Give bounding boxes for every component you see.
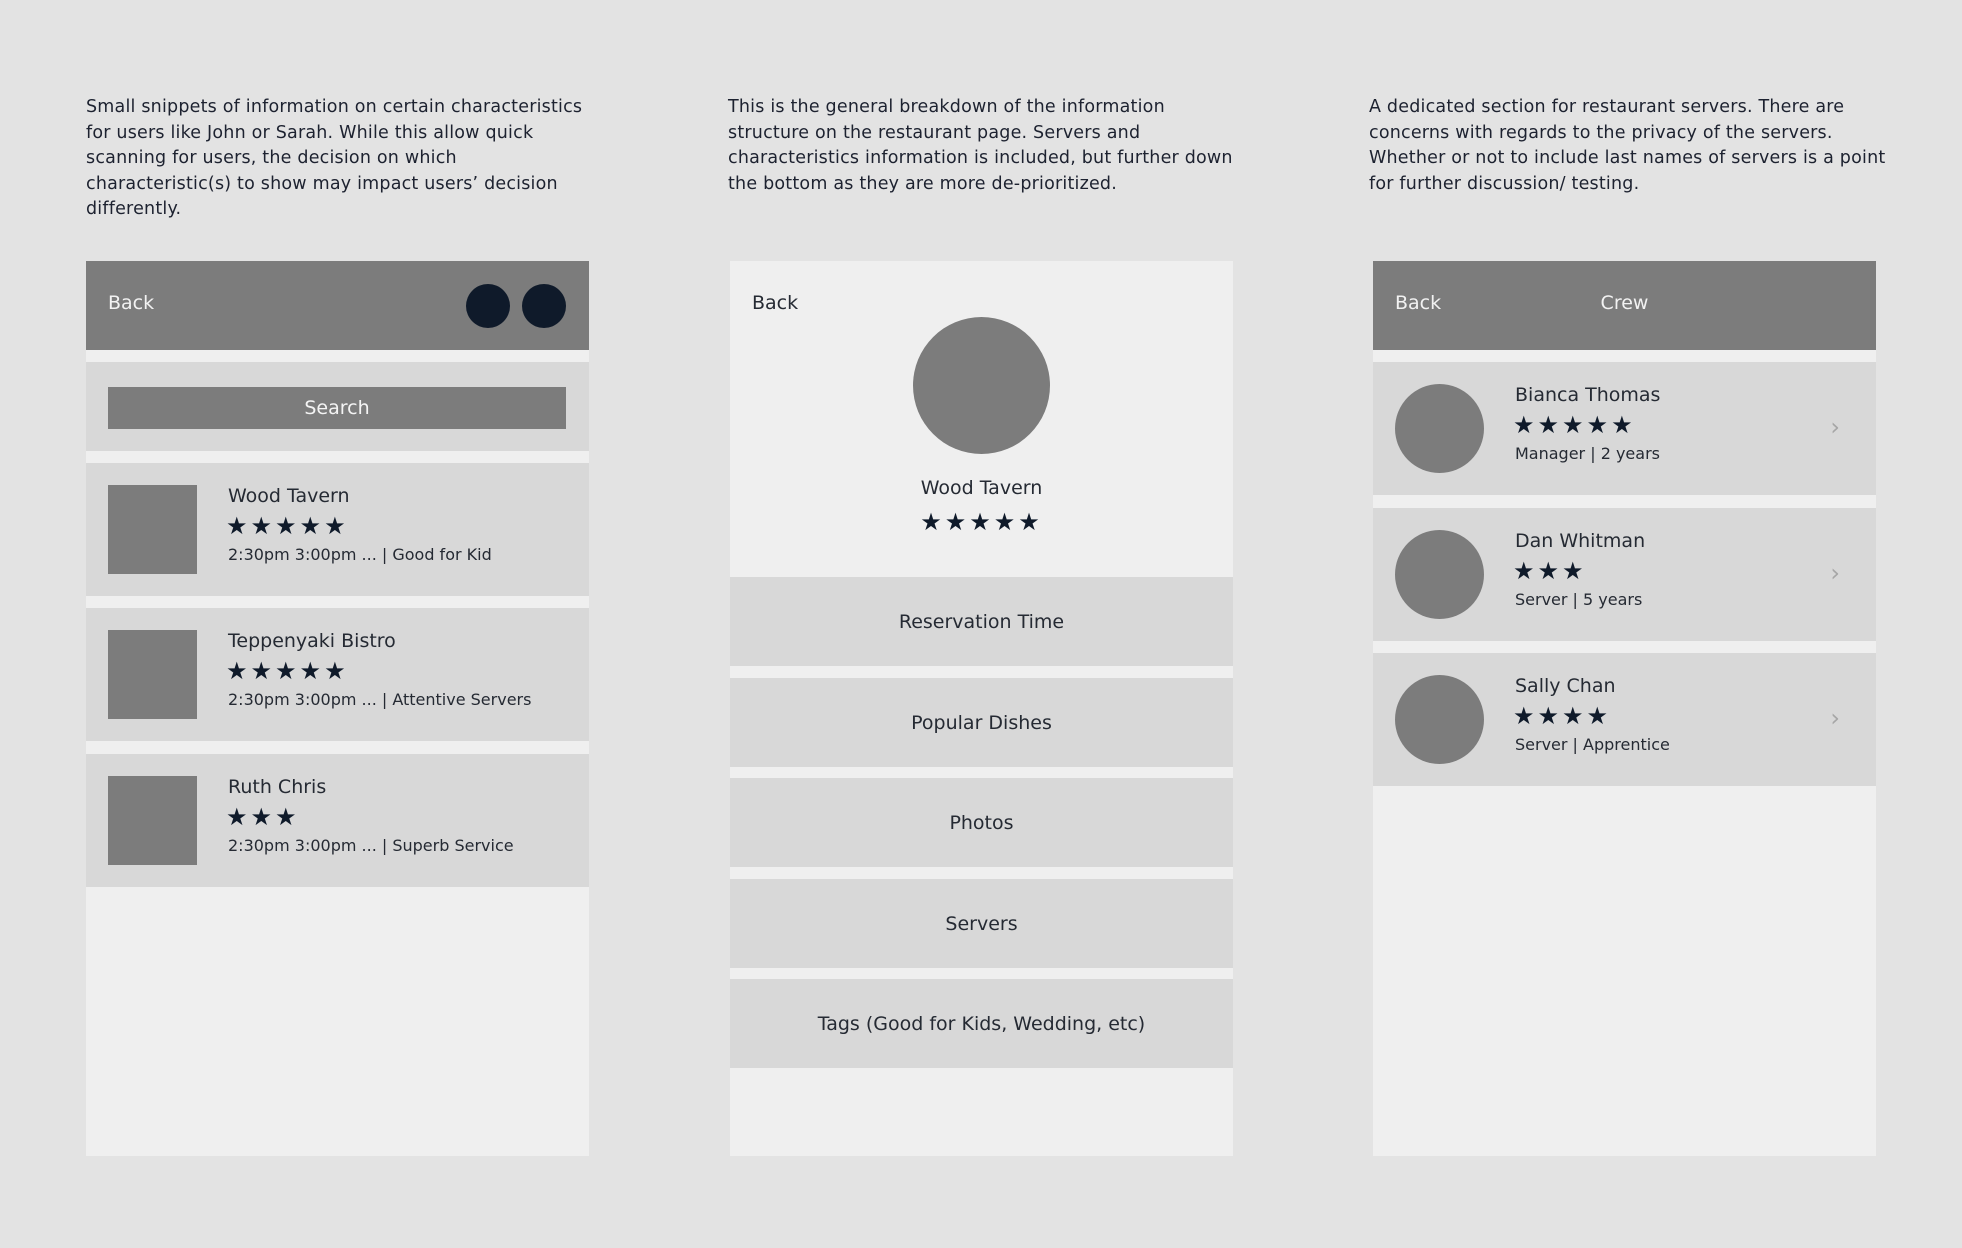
search-button[interactable]: Search bbox=[108, 387, 566, 429]
section-popular-dishes[interactable]: Popular Dishes bbox=[730, 678, 1233, 767]
crew-list-item[interactable] bbox=[1373, 653, 1876, 786]
chevron-right-icon[interactable]: › bbox=[1830, 413, 1840, 441]
restaurant-meta: 2:30pm 3:00pm ... | Attentive Servers bbox=[228, 690, 532, 709]
restaurant-meta: 2:30pm 3:00pm ... | Good for Kid bbox=[228, 545, 492, 564]
star-rating: ★★★★★ bbox=[920, 508, 1043, 536]
star-rating: ★★★ bbox=[1513, 557, 1587, 585]
star-rating: ★★★★★ bbox=[226, 657, 349, 685]
section-photos[interactable]: Photos bbox=[730, 778, 1233, 867]
avatar bbox=[1395, 675, 1484, 764]
chevron-right-icon[interactable]: › bbox=[1830, 704, 1840, 732]
crew-list-item[interactable] bbox=[1373, 508, 1876, 641]
section-reservation-time[interactable]: Reservation Time bbox=[730, 577, 1233, 666]
back-button[interactable]: Back bbox=[1395, 292, 1442, 314]
search-section bbox=[86, 362, 589, 451]
screen-title: Crew bbox=[1600, 292, 1649, 314]
crew-meta: Server | Apprentice bbox=[1515, 735, 1670, 754]
restaurant-name: Ruth Chris bbox=[228, 776, 327, 798]
star-rating: ★★★★★ bbox=[226, 512, 349, 540]
section-servers[interactable]: Servers bbox=[730, 879, 1233, 968]
restaurant-detail-screen bbox=[730, 261, 1233, 1156]
restaurant-list-screen bbox=[86, 261, 589, 1156]
top-bar bbox=[86, 261, 589, 350]
avatar bbox=[1395, 530, 1484, 619]
restaurant-name: Wood Tavern bbox=[228, 485, 350, 507]
restaurant-thumbnail bbox=[108, 485, 197, 574]
star-rating: ★★★★ bbox=[1513, 702, 1612, 730]
back-button[interactable]: Back bbox=[108, 292, 155, 314]
restaurant-name: Wood Tavern bbox=[920, 477, 1043, 499]
crew-meta: Manager | 2 years bbox=[1515, 444, 1660, 463]
annotation-detail-screen: This is the general breakdown of the information structure on the restaurant page. Servers and characteristics information is included, but further down the bottom as they are more de-prioritized. bbox=[728, 97, 1233, 194]
star-rating: ★★★★★ bbox=[1513, 411, 1636, 439]
crew-name: Bianca Thomas bbox=[1515, 384, 1661, 406]
circle-icon-button[interactable] bbox=[522, 284, 566, 328]
circle-icon-button[interactable] bbox=[466, 284, 510, 328]
restaurant-list-item[interactable] bbox=[86, 463, 589, 596]
restaurant-meta: 2:30pm 3:00pm ... | Superb Service bbox=[228, 836, 514, 855]
crew-screen bbox=[1373, 261, 1876, 1156]
back-button[interactable]: Back bbox=[752, 292, 799, 314]
restaurant-thumbnail bbox=[108, 776, 197, 865]
restaurant-avatar bbox=[913, 317, 1050, 454]
restaurant-thumbnail bbox=[108, 630, 197, 719]
section-tags[interactable]: Tags (Good for Kids, Wedding, etc) bbox=[730, 979, 1233, 1068]
restaurant-list-item[interactable] bbox=[86, 608, 589, 741]
crew-name: Dan Whitman bbox=[1515, 530, 1646, 552]
chevron-right-icon[interactable]: › bbox=[1830, 559, 1840, 587]
avatar bbox=[1395, 384, 1484, 473]
star-rating: ★★★ bbox=[226, 803, 300, 831]
annotation-crew-screen: A dedicated section for restaurant servers. There are concerns with regards to the privacy of the servers. Whether or not to include last names of servers is a point for further discussion/ testing. bbox=[1369, 97, 1886, 194]
crew-meta: Server | 5 years bbox=[1515, 590, 1643, 609]
top-bar bbox=[1373, 261, 1876, 350]
crew-name: Sally Chan bbox=[1515, 675, 1616, 697]
crew-list-item[interactable] bbox=[1373, 362, 1876, 495]
restaurant-name: Teppenyaki Bistro bbox=[228, 630, 396, 652]
restaurant-list-item[interactable] bbox=[86, 754, 589, 887]
annotation-list-screen: Small snippets of information on certain characteristics for users like John or Sarah. While this allow quick scanning for users, the decision on which characteristic(s) to show may impact users’ decision differently. bbox=[86, 97, 583, 219]
